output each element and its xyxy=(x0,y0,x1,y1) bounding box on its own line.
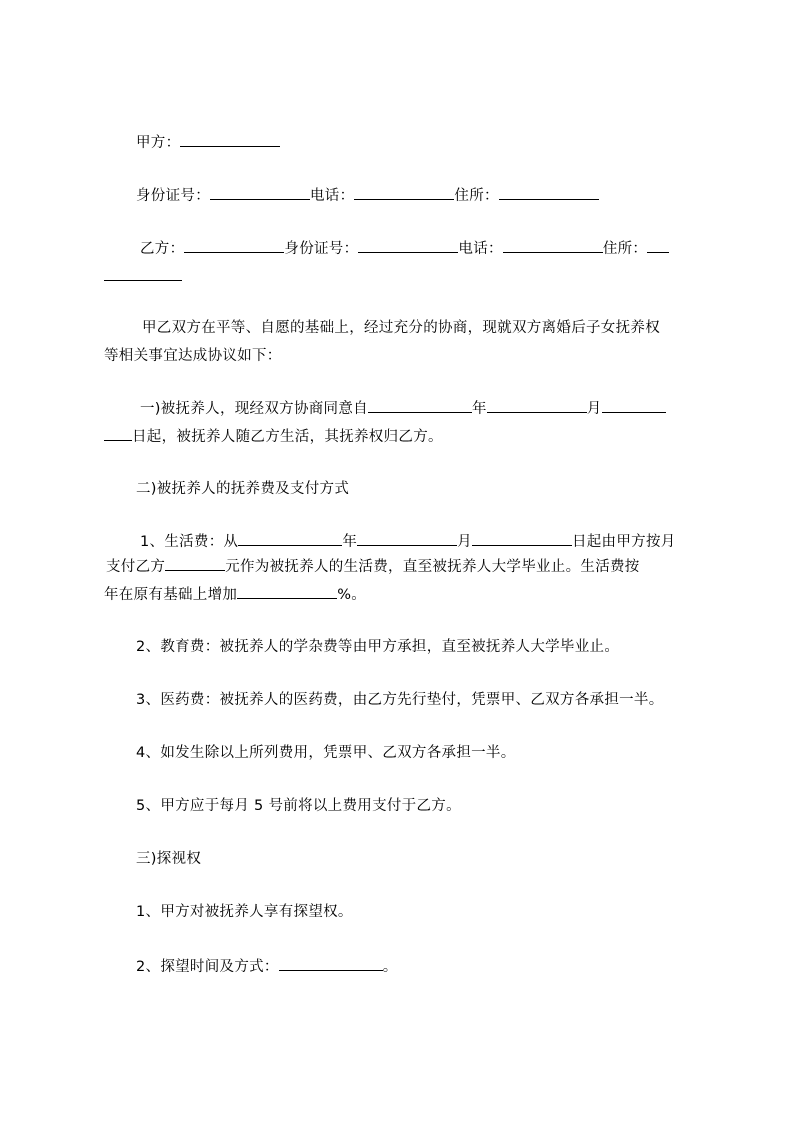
section1-month-label: 月 xyxy=(586,401,602,417)
party-a-name-blank[interactable] xyxy=(180,132,280,147)
party-b-id-blank[interactable] xyxy=(358,238,458,253)
party-a-info-line xyxy=(136,185,599,206)
party-b-name-blank[interactable] xyxy=(184,238,284,253)
section2-item1-line-1 xyxy=(140,531,676,552)
living-fee-prefix: 1、生活费：从 xyxy=(140,534,239,550)
living-fee-day-blank[interactable] xyxy=(472,531,572,546)
section1-year-label: 年 xyxy=(471,401,487,417)
living-fee-year-label: 年 xyxy=(342,534,358,550)
party-a-address-label: 住所： xyxy=(454,188,499,204)
party-b-address-continued xyxy=(104,266,182,287)
payment-date-item: 5、甲方应于每月 5 号前将以上费用支付于乙方。 xyxy=(136,798,461,814)
living-fee-line2-suffix: 元作为被抚养人的生活费，直至被抚养人大学毕业止。生活费按 xyxy=(225,559,640,575)
party-a-phone-blank[interactable] xyxy=(354,185,454,200)
section1-line-2 xyxy=(104,426,443,447)
other-fee-item: 4、如发生除以上所列费用，凭票甲、乙双方各承担一半。 xyxy=(136,745,516,761)
party-a-phone-label: 电话： xyxy=(310,188,355,204)
party-a-label: 甲方： xyxy=(136,135,181,151)
party-b-id-label: 身份证号： xyxy=(284,241,359,257)
section1-year-blank[interactable] xyxy=(368,398,472,413)
party-b-phone-label: 电话： xyxy=(458,241,503,257)
visitation-right-item: 1、甲方对被抚养人享有探望权。 xyxy=(136,904,353,920)
living-fee-month-label: 月 xyxy=(457,534,472,550)
section1-line-1 xyxy=(140,398,666,419)
section1-day-blank[interactable] xyxy=(602,398,666,413)
party-b-address-label: 住所： xyxy=(602,241,648,257)
section3-title: 三)探视权 xyxy=(136,851,202,867)
section1-prefix: 一)被抚养人，现经双方协商同意自 xyxy=(140,401,368,417)
living-fee-line3-suffix: %。 xyxy=(337,587,367,603)
living-fee-year-blank[interactable] xyxy=(238,531,342,546)
living-fee-amount-blank[interactable] xyxy=(165,556,225,571)
party-b-address-blank-cont[interactable] xyxy=(104,266,182,281)
party-a-id-label: 身份证号： xyxy=(136,188,210,204)
section1-month-blank[interactable] xyxy=(487,398,587,413)
visitation-time-prefix: 2、探望时间及方式： xyxy=(136,959,279,975)
living-fee-suffix: 日起由甲方按月 xyxy=(571,534,676,550)
section2-item1-line-3 xyxy=(104,584,366,605)
party-a-address-blank[interactable] xyxy=(499,185,599,200)
intro-line-1: 甲乙双方在平等、自愿的基础上，经过充分的协商，现就双方离婚后子女抚养权 xyxy=(142,320,660,336)
living-fee-line2-prefix: 支付乙方 xyxy=(106,559,166,575)
party-b-phone-blank[interactable] xyxy=(503,238,603,253)
living-fee-month-blank[interactable] xyxy=(357,531,457,546)
party-a-line xyxy=(136,132,280,153)
section1-line2-suffix: 日起，被抚养人随乙方生活，其抚养权归乙方。 xyxy=(132,429,443,445)
section2-item1-line-2 xyxy=(106,556,640,577)
section1-day-blank-cont[interactable] xyxy=(104,426,132,441)
intro-line-2: 等相关事宜达成协议如下： xyxy=(104,348,282,364)
party-b-label: 乙方： xyxy=(140,241,185,257)
education-fee-item: 2、教育费：被抚养人的学杂费等由甲方承担，直至被抚养人大学毕业止。 xyxy=(136,639,620,655)
party-b-address-blank[interactable] xyxy=(647,238,669,253)
party-a-id-blank[interactable] xyxy=(210,185,310,200)
visitation-time-suffix: 。 xyxy=(382,959,398,975)
section2-title: 二)被抚养人的抚养费及支付方式 xyxy=(136,481,350,497)
medical-fee-item: 3、医药费：被抚养人的医药费，由乙方先行垫付，凭票甲、乙双方各承担一半。 xyxy=(136,692,664,708)
living-fee-line3-prefix: 年在原有基础上增加 xyxy=(104,587,238,603)
visitation-time-blank[interactable] xyxy=(279,956,383,971)
visitation-time-item xyxy=(136,956,398,977)
living-fee-increase-blank[interactable] xyxy=(237,584,337,599)
party-b-line xyxy=(140,238,669,259)
